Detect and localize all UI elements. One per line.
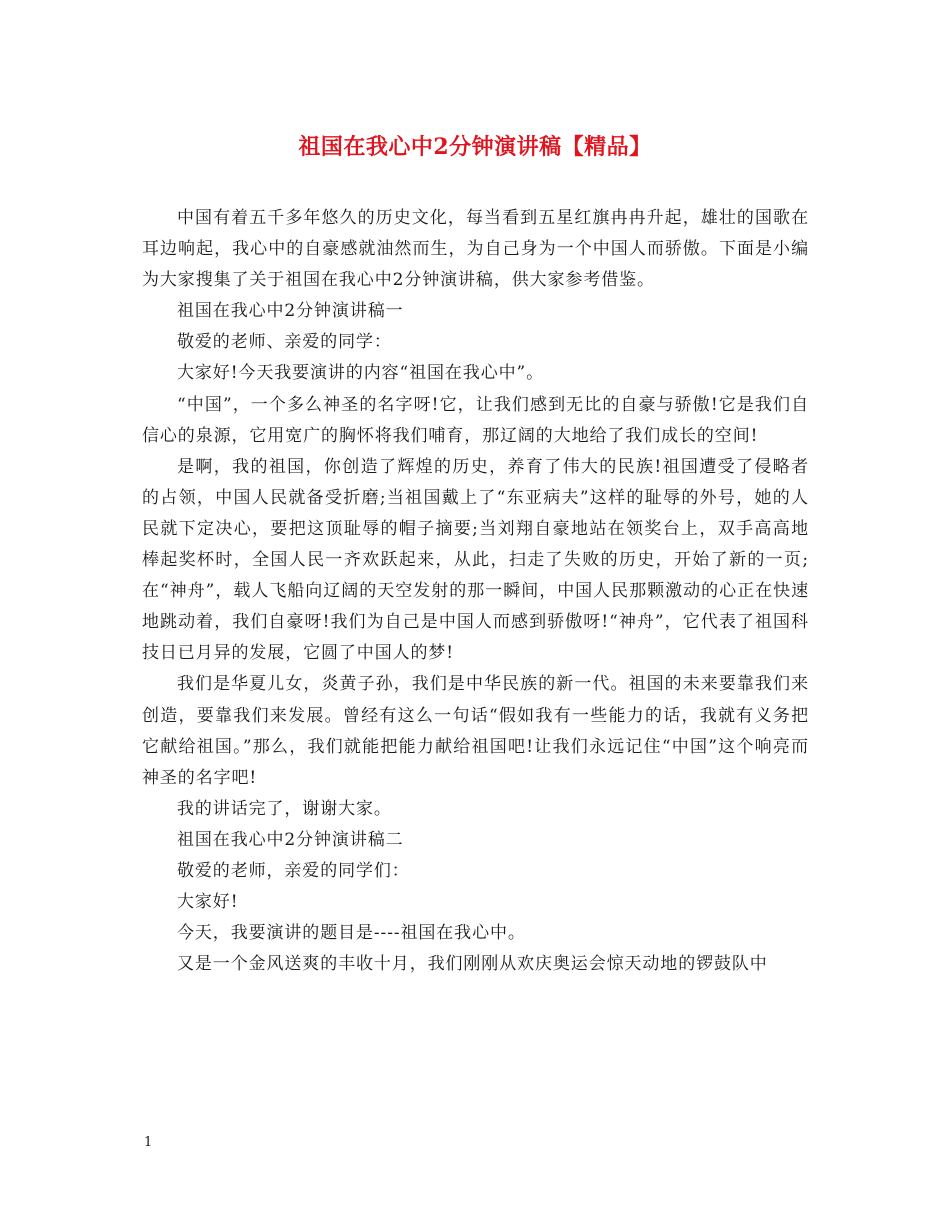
closing-one: 我的讲话完了，谢谢大家。 [177, 798, 392, 819]
speech-topic: 今天，我要演讲的题目是----祖国在我心中。 [177, 923, 526, 944]
paragraph-history: 是啊，我的祖国，你创造了辉煌的历史，养育了伟大的民族!祖国遭受了侵略者的占领，中国人民就备受折磨;当祖国戴上了“东亚病夫”这样的耻辱的外号，她的人民就下定决心，要把这顶耻辱的帽子摘要;当刘翔自豪地站在领奖台上，双手高高地棒起奖杯时，全国人民一齐欢跃起来，从此，扫走了失败的历史，开始了新的一页;在“神舟”，载人飞船向辽阔的天空发射的那一瞬间，中国人民那颗激动的心正在快速地跳动着，我们自豪呀!我们为自己是中国人而感到骄傲呀!“神舟”，它代表了祖国科技日已月异的发展，它圆了中国人的梦! [142, 456, 809, 664]
salutation-one: 敬爱的老师、亲爱的同学： [177, 332, 392, 353]
paragraph-october: 又是一个金风送爽的丰收十月，我们刚刚从欢庆奥运会惊天动地的锣鼓队中 [177, 954, 768, 975]
paragraph-new-generation: 我们是华夏儿女，炎黄子孙，我们是中华民族的新一代。祖国的未来要靠我们来创造，要靠我们来发展。曾经有这么一句话“假如我有一些能力的话，我就有义务把它献给祖国。”那么，我们就能把能力献给祖国吧!让我们永远记住“中国”这个响亮而神圣的名字吧! [142, 674, 809, 788]
greeting-one: 大家好!今天我要演讲的内容“祖国在我心中”。 [177, 363, 545, 384]
greeting-two: 大家好! [177, 892, 239, 913]
page-number: 1 [144, 1135, 153, 1150]
salutation-two: 敬爱的老师，亲爱的同学们： [177, 860, 410, 881]
section-heading-two: 祖国在我心中2分钟演讲稿二 [177, 829, 404, 850]
document-body [142, 203, 809, 980]
document-title: 祖国在我心中2分钟演讲稿【精品】 [298, 134, 652, 160]
paragraph-china-name: “中国”，一个多么神圣的名字呀!它，让我们感到无比的自豪与骄傲!它是我们自信心的泉源，它用宽广的胸怀将我们哺育，那辽阔的大地给了我们成长的空间! [142, 394, 809, 446]
section-heading-one: 祖国在我心中2分钟演讲稿一 [177, 301, 404, 322]
paragraph-intro: 中国有着五千多年悠久的历史文化，每当看到五星红旗冉冉升起，雄壮的国歌在耳边响起，我心中的自豪感就油然而生，为自己身为一个中国人而骄傲。下面是小编为大家搜集了关于祖国在我心中2分钟演讲稿，供大家参考借鉴。 [142, 208, 809, 291]
